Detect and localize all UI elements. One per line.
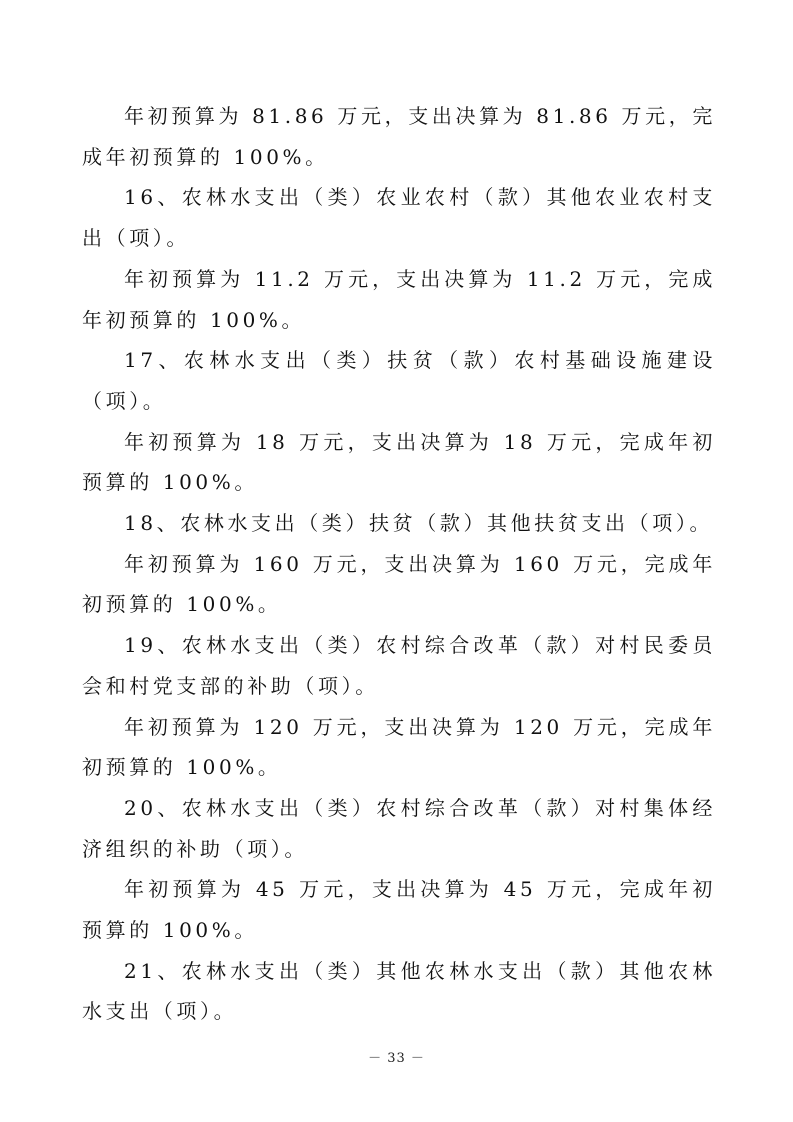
paragraph-budget-item-15: 年初预算为 81.86 万元，支出决算为 81.86 万元，完成年初预算的 100%。: [82, 104, 716, 169]
document-body: [82, 96, 716, 1032]
paragraph-heading-item-20: 20、农林水支出（类）农村综合改革（款）对村集体经济组织的补助（项）。: [82, 795, 716, 861]
paragraph-budget-item-16: 年初预算为 11.2 万元，支出决算为 11.2 万元，完成年初预算的 100%。: [82, 266, 716, 332]
paragraph-heading-item-18: 18、农林水支出（类）扶贫（款）其他扶贫支出（项）。: [124, 511, 714, 536]
paragraph-budget-item-20: 年初预算为 45 万元，支出决算为 45 万元，完成年初预算的 100%。: [82, 877, 716, 943]
paragraph-heading-item-16: 16、农林水支出（类）农业农村（款）其他农业农村支出（项）。: [82, 185, 716, 251]
paragraph-budget-item-18: 年初预算为 160 万元，支出决算为 160 万元，完成年初预算的 100%。: [82, 551, 716, 617]
paragraph-budget-item-17: 年初预算为 18 万元，支出决算为 18 万元，完成年初预算的 100%。: [82, 429, 716, 495]
paragraph-budget-item-19: 年初预算为 120 万元，支出决算为 120 万元，完成年初预算的 100%。: [82, 714, 716, 780]
paragraph-heading-item-21: 21、农林水支出（类）其他农林水支出（款）其他农林水支出（项）。: [82, 958, 716, 1024]
paragraph-heading-item-17: 17、农林水支出（类）扶贫（款）农村基础设施建设（项）。: [82, 348, 716, 413]
paragraph-heading-item-19: 19、农林水支出（类）农村综合改革（款）对村民委员会和村党支部的补助（项）。: [82, 633, 716, 698]
page-number: － 33 －: [368, 1051, 425, 1066]
